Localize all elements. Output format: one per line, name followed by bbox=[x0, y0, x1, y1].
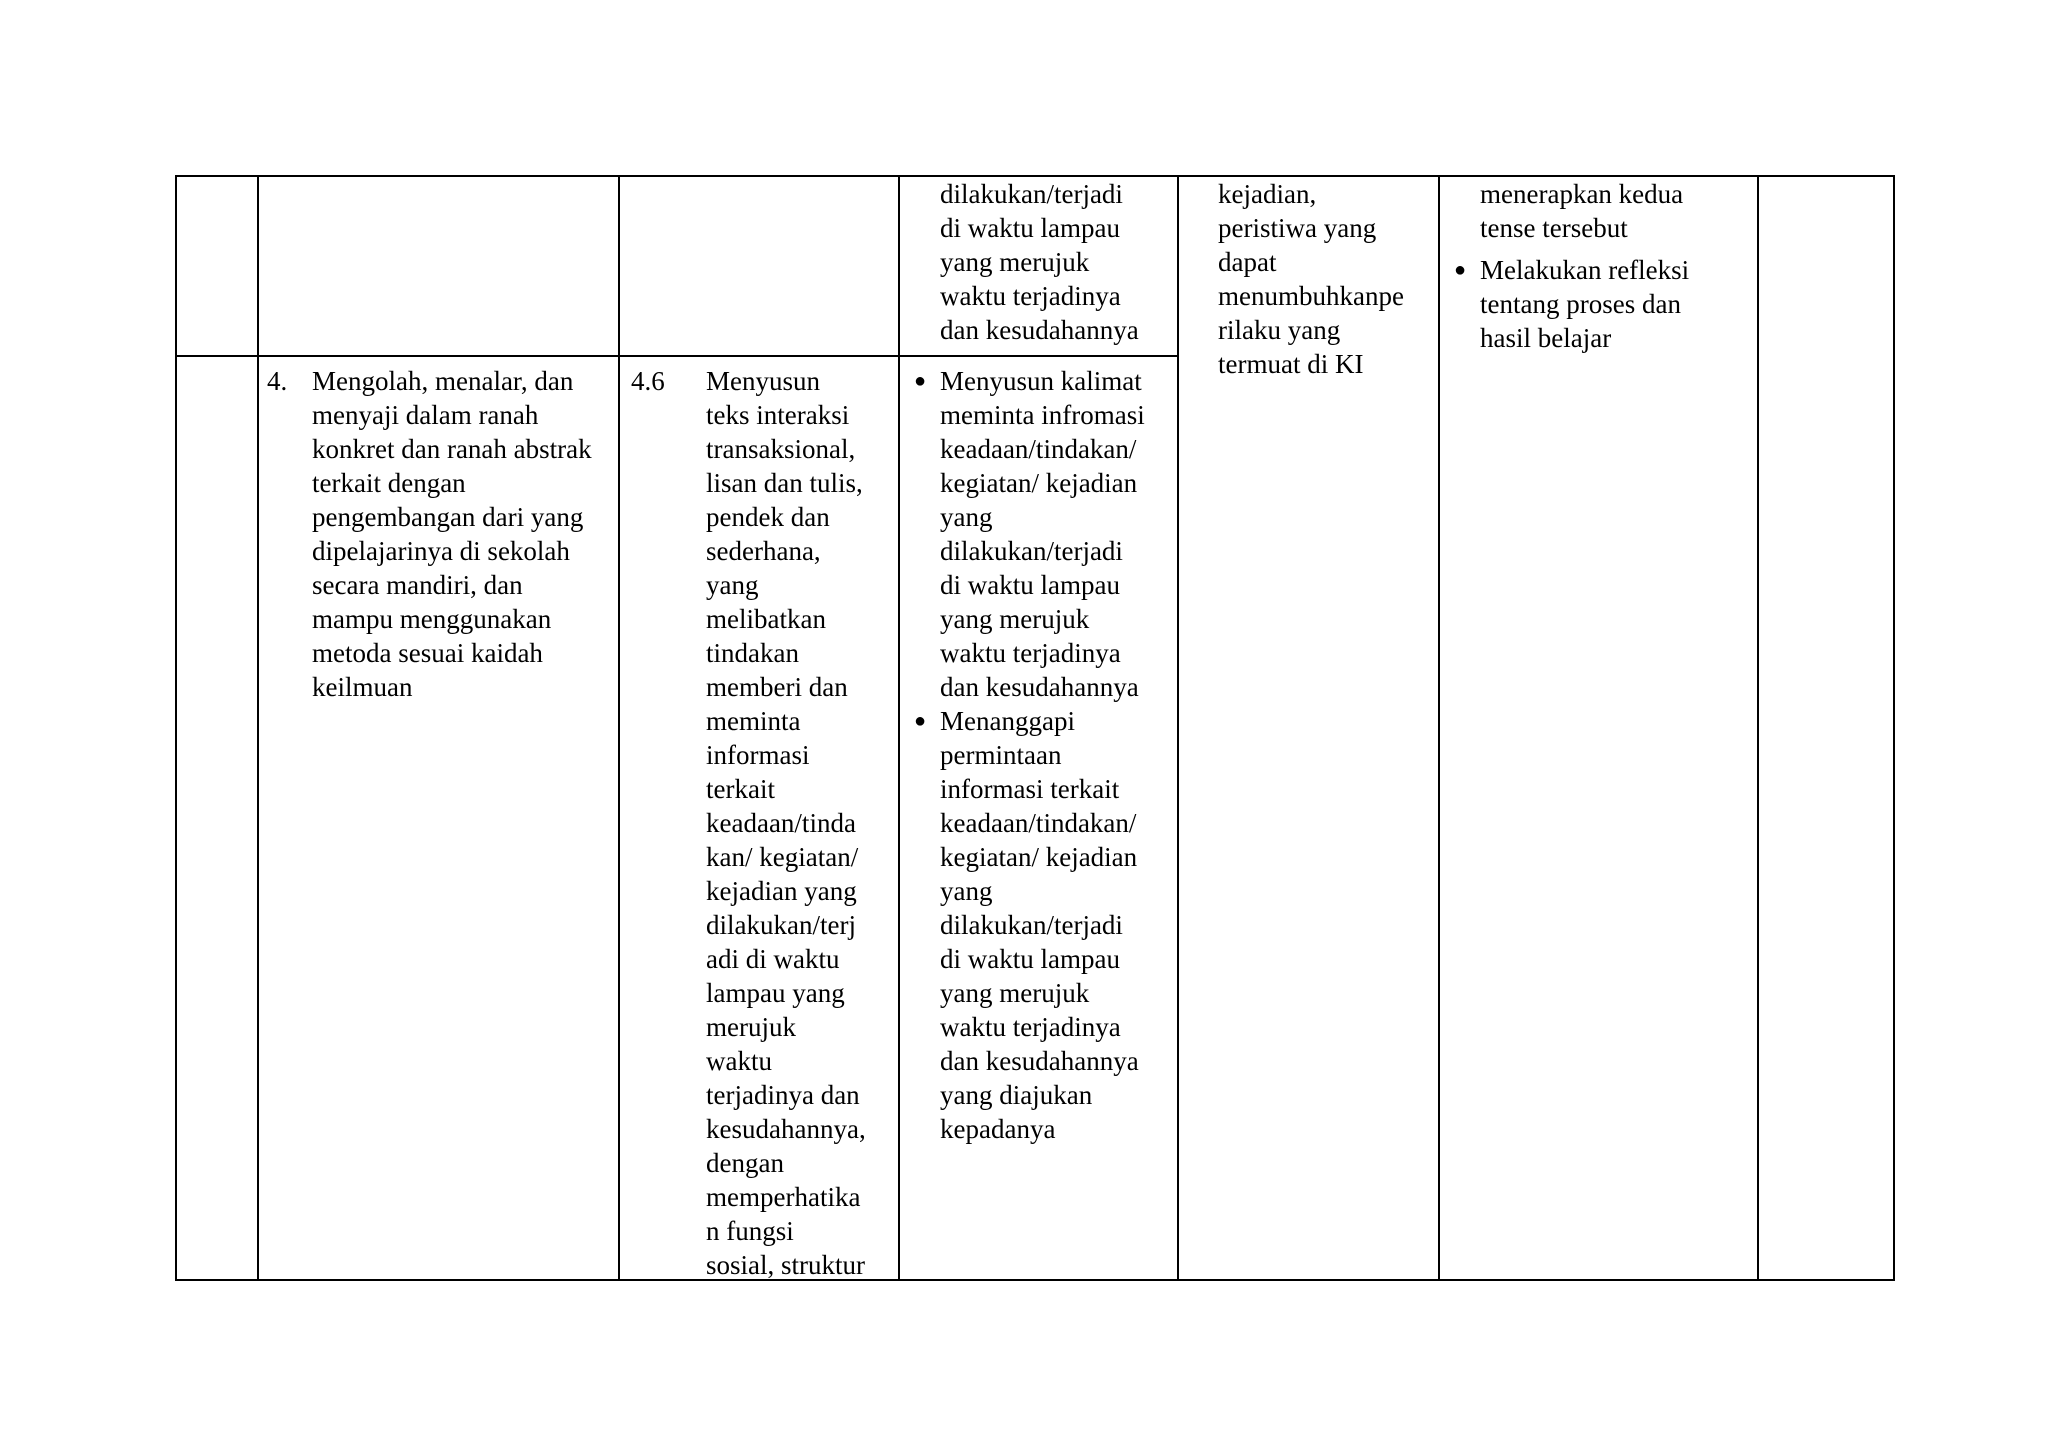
materi-continuation-text: kejadian, peristiwa yang dapat menumbuhkanpe rilaku yang termuat di KI bbox=[1218, 179, 1404, 379]
kd-number: 4.6 bbox=[631, 366, 665, 396]
bullet-icon: ● bbox=[914, 370, 927, 392]
bullet-icon: ● bbox=[914, 710, 927, 732]
ki-item bbox=[267, 364, 617, 764]
column-divider bbox=[898, 175, 900, 1281]
row-divider bbox=[175, 355, 1179, 357]
kegiatan-bullet-text: Melakukan refleksi tentang proses dan hasil belajar bbox=[1480, 255, 1690, 353]
kd-text: Menyusun teks interaksi transaksional, lisan dan tulis, pendek dan sederhana, yang melibatkan tindakan memberi dan meminta informasi terkait keadaan/tinda kan/ kegiatan/ kejadian yang dilakukan/terj adi di waktu lampau yang merujuk waktu terjadinya dan kesudahannya, dengan memperhatika n fungsi sosial, struktur bbox=[706, 366, 866, 1280]
column-divider bbox=[618, 175, 620, 1281]
indikator-continuation-text: dilakukan/terjadi di waktu lampau yang merujuk waktu terjadinya dan kesudahannya bbox=[940, 179, 1139, 345]
indikator-bullet-2: Menanggapi permintaan informasi terkait keadaan/tindakan/ kegiatan/ kejadian yang dilakukan/terjadi di waktu lampau yang merujuk waktu terjadinya dan kesudahannya yang diajukan kepadanya bbox=[940, 706, 1139, 1144]
kd-item bbox=[631, 364, 896, 1279]
ki-text: Mengolah, menalar, dan menyaji dalam ranah konkret dan ranah abstrak terkait dengan pengembangan dari yang dipelajarinya di sekolah secara mandiri, dan mampu menggunakan metoda sesuai kaidah keilmuan bbox=[312, 366, 592, 702]
column-divider bbox=[1177, 175, 1179, 1281]
bullet-icon: ● bbox=[1454, 259, 1467, 281]
column-divider bbox=[1757, 175, 1759, 1281]
column-divider bbox=[1438, 175, 1440, 1281]
column-divider bbox=[257, 175, 259, 1281]
indikator-bullet-1: Menyusun kalimat meminta infromasi keadaan/tindakan/ kegiatan/ kejadian yang dilakukan/terjadi di waktu lampau yang merujuk waktu terjadinya dan kesudahannya bbox=[940, 366, 1145, 702]
ki-number: 4. bbox=[267, 366, 288, 396]
kegiatan-continuation-text: menerapkan kedua tense tersebut bbox=[1480, 179, 1684, 243]
syllabus-table bbox=[175, 175, 1895, 1281]
